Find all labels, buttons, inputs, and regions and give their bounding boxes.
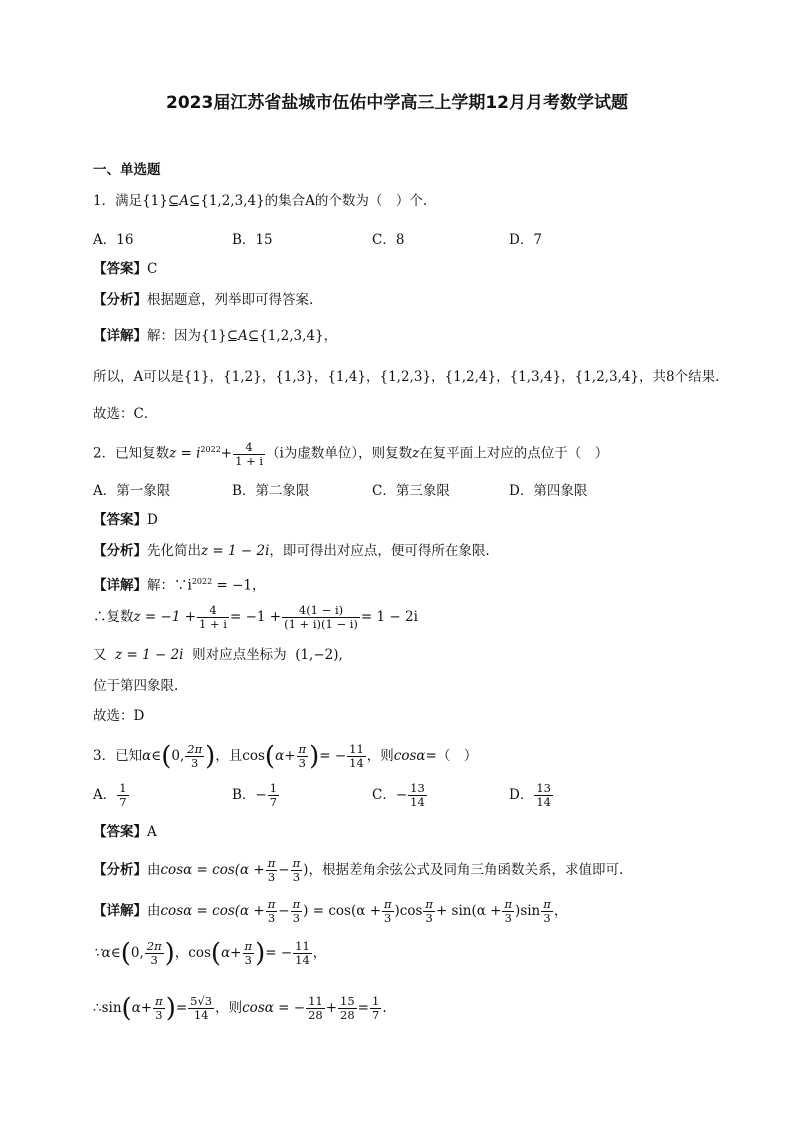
left-paren: ( (120, 938, 131, 969)
q2-option-c: C．第三象限 (372, 483, 450, 499)
q3-pi-frac (266, 857, 278, 884)
frac-num: π (504, 897, 513, 911)
sep: ， (313, 369, 328, 385)
analysis-label: 【分析】 (93, 292, 147, 308)
subset-symbol: ⊆ (188, 193, 201, 209)
frac-num: 15 (340, 994, 355, 1008)
q3-value-frac (347, 743, 366, 770)
right-paren: ) (164, 938, 175, 969)
q2-analysis-prefix: 先化简出 (147, 543, 201, 559)
q3-eq-neg: = − (265, 945, 293, 961)
q3-alpha-plus: α+ (131, 1000, 153, 1016)
q3-sin-value-frac (188, 995, 214, 1022)
q3-analysis-expr: cosα = cos(α + (160, 862, 265, 878)
q3-stem-prefix: 3．已知 (93, 748, 143, 764)
frac-den: 7 (119, 795, 127, 809)
q1-detail (93, 326, 337, 346)
frac-num: π (298, 742, 307, 756)
q3-pi-frac (153, 995, 165, 1022)
frac-num: 13 (410, 781, 425, 795)
comma: ， (312, 945, 327, 961)
q2-exponent: 2022 (200, 445, 221, 454)
frac-num: 4 (233, 441, 265, 455)
q1-set-one: {1} (201, 328, 227, 344)
q2-l2-frac1 (197, 604, 229, 631)
frac-den: 7 (269, 795, 278, 809)
subset-symbol: ⊆ (226, 328, 239, 344)
q1-conclusion: 故选：C． (93, 406, 158, 422)
left-paren: ( (210, 938, 222, 969)
sep: ， (431, 369, 445, 385)
frac-den: 3 (504, 911, 512, 925)
q2-answer (93, 510, 158, 530)
q1-answer-value: C (147, 261, 158, 277)
q1-set-one: {1} (142, 193, 168, 209)
q2-detail (93, 572, 265, 596)
option-letter: D． (509, 787, 534, 803)
q3-detail-prefix: 由 (147, 903, 161, 919)
frac-den: 14 (295, 953, 310, 967)
frac-den: 3 (267, 911, 276, 925)
q3-detail-line3: ∴sin(α+ $\frac{\pi}{3}$ )= $\frac{5√3}{14}$ ，则cosα = − $\frac{11}{28}$ + $\frac{15}{28}$ = $\frac{1}{7}$ . (93, 993, 387, 1024)
q1-enumeration (93, 367, 719, 387)
q3-pi-frac (243, 940, 255, 967)
q2-analysis-suffix: ，即可得出对应点，便可得所在象限. (269, 543, 490, 559)
q1-set-four: {1,2,3,4} (259, 328, 324, 344)
detail-label: 【详解】 (93, 577, 147, 594)
sep: ， (496, 369, 510, 385)
frac-num: 4 (197, 604, 229, 618)
q3-pi-frac (266, 898, 278, 925)
minus-sign: − (278, 903, 290, 919)
q2-l2-mid: = −1 + (229, 609, 282, 625)
q3-detail-expr: ) = cos(α + (303, 903, 381, 919)
frac-num: π (425, 897, 433, 911)
q2-detail-suffix: = −1， (212, 577, 266, 594)
q2-fraction (233, 441, 265, 468)
frac-num: π (292, 897, 301, 911)
comma: ， (174, 945, 189, 961)
subset-symbol: ⊆ (167, 193, 180, 209)
frac-den: 1 + i (235, 453, 264, 468)
q1-set-four: {1,2,3,4} (200, 193, 265, 209)
q1-set-item: {1,3,4} (509, 369, 562, 385)
frac-num: π (267, 897, 276, 911)
q1-set-item: {1} (183, 369, 210, 385)
frac-den: 14 (410, 795, 425, 809)
frac-den: 7 (371, 1008, 380, 1022)
frac-den: 14 (193, 1008, 209, 1022)
plus-sign: + (325, 1000, 338, 1016)
q3-pi-frac (382, 898, 394, 925)
frac (306, 995, 325, 1022)
q3-detail-expr: )sin (515, 903, 541, 919)
q3-l3-expr: cosα = − (242, 1000, 306, 1016)
frac-num: 11 (349, 742, 364, 756)
q3-pi-frac (502, 898, 514, 925)
q1-stem-suffix: 的集合A的个数为（ ）个. (264, 193, 428, 209)
option-frac (268, 782, 279, 809)
frac-den: 28 (308, 1008, 323, 1022)
q1-option-c: C．8 (372, 232, 405, 248)
q3-detail-expr: cosα = cos(α + (160, 903, 265, 919)
frac-num: 11 (295, 939, 310, 953)
frac-num: 4(1 − i) (282, 604, 360, 618)
q3-therefore: ∴sin (93, 1000, 122, 1016)
option-frac (534, 782, 553, 809)
q3-stem (93, 743, 477, 770)
frac-den: 3 (150, 953, 158, 967)
frac-num: 1 (269, 781, 278, 795)
q2-l3-mid: 则对应点坐标为 (192, 647, 287, 663)
q2-stem (93, 440, 608, 468)
frac-num: 5√3 (190, 994, 213, 1008)
q2-answer-value: D (147, 512, 158, 528)
frac-den: 3 (543, 911, 551, 925)
q3-detail-expr: )cos (394, 903, 423, 919)
right-paren: ) (309, 741, 320, 772)
frac-den: 28 (340, 1008, 355, 1022)
frac (370, 995, 381, 1022)
q2-detail-line2 (93, 604, 418, 631)
q3-detail-line2 (93, 940, 326, 967)
q1-option-a: A．16 (93, 232, 134, 248)
q3-answer (93, 822, 157, 842)
frac-num: π (267, 856, 276, 870)
q1-stem-prefix: 1．满足 (93, 193, 143, 209)
frac-den: (1 + i)(1 − i) (284, 617, 358, 631)
frac-num: π (155, 994, 163, 1008)
plus-sign: + (220, 445, 233, 462)
q1-option-b: B．15 (232, 232, 273, 248)
page-title: 2023届江苏省盐城市伍佑中学高三上学期12月月考数学试题 (166, 93, 628, 113)
q3-interval-frac (145, 940, 164, 967)
frac-num: 11 (308, 994, 323, 1008)
q3-pi-frac (423, 898, 435, 925)
left-paren: ( (264, 741, 276, 772)
frac-num: 13 (536, 781, 551, 795)
q1-analysis-text: 根据题意，列举即可得答案. (147, 292, 314, 308)
q3-option-a (93, 782, 130, 809)
q2-option-b: B．第二象限 (232, 483, 310, 499)
sep: ， (561, 369, 575, 385)
q1-set-item: {1,2} (223, 369, 262, 385)
answer-label: 【答案】 (93, 824, 147, 840)
q3-option-b (232, 782, 280, 809)
q3-stem-mid2: ，则 (366, 748, 394, 764)
answer-label: 【答案】 (93, 261, 147, 277)
q3-interval-frac (185, 743, 204, 770)
frac (338, 995, 357, 1022)
right-paren: ) (165, 993, 176, 1024)
minus-sign: − (278, 862, 290, 878)
analysis-label: 【分析】 (93, 543, 147, 559)
q2-option-d: D．第四象限 (509, 483, 588, 499)
subset-symbol: ⊆ (247, 328, 260, 344)
q1-set-item: {1,2,4} (444, 369, 497, 385)
q3-interval-start: 0, (130, 945, 144, 961)
analysis-label: 【分析】 (93, 862, 147, 878)
q1-enum-prefix: 所以，A可以是 (93, 369, 184, 385)
q3-l3-then: ，则 (215, 1000, 243, 1016)
frac-den: 3 (292, 870, 301, 884)
q2-l3-point: (1,−2), (295, 647, 343, 663)
q2-stem-mid: （i为虚数单位），则复数 (266, 445, 413, 462)
frac-den: 14 (536, 795, 551, 809)
frac-num: 1 (371, 994, 380, 1008)
frac-den: 14 (349, 756, 364, 770)
frac-num: π (543, 897, 551, 911)
q3-analysis (93, 857, 623, 884)
q2-option-a: A．第一象限 (93, 483, 171, 499)
q2-conclusion: 故选：D (93, 708, 145, 724)
q2-z-expr: z = i (169, 445, 201, 462)
frac-num: 2π (187, 742, 203, 756)
option-sign: − (395, 787, 408, 803)
q1-enum-suffix: ，共8个结果. (639, 369, 720, 385)
q3-answer-value: A (147, 824, 157, 840)
right-paren: ) (205, 741, 216, 772)
detail-label: 【详解】 (93, 328, 147, 344)
close-paren: ) (303, 862, 309, 878)
q1-set-item: {1,2,3,4} (574, 369, 640, 385)
frac-num: 1 (119, 781, 127, 795)
option-sign: − (255, 787, 267, 803)
option-frac (117, 782, 128, 809)
q2-stem-suffix: 在复平面上对应的点位于（ ） (419, 445, 609, 462)
q3-pi-frac (291, 857, 303, 884)
q3-value-frac (293, 940, 312, 967)
q3-pi-frac (297, 743, 309, 770)
comma: ， (553, 903, 568, 919)
q3-stem-suffix: =（ ） (425, 748, 478, 764)
q3-pi-frac (291, 898, 303, 925)
sep: ， (209, 369, 224, 385)
q3-alpha-plus: α+ (275, 748, 296, 764)
q1-set-item: {1,3} (275, 369, 314, 385)
q3-stem-mid: ，且 (215, 748, 243, 764)
q2-l3-prefix: 又 (93, 647, 107, 663)
frac-den: 3 (191, 756, 199, 770)
q3-option-c (372, 782, 428, 809)
left-paren: ( (121, 993, 132, 1024)
option-letter: C． (372, 787, 396, 803)
q2-stem-prefix: 2．已知复数 (93, 445, 170, 462)
q1-set-item: {1,2,3} (379, 369, 432, 385)
section-heading: 一、单选题 (93, 162, 161, 178)
right-paren: ) (255, 938, 266, 969)
q1-stem (93, 191, 427, 211)
q3-pi-frac (541, 898, 553, 925)
q2-analysis-expr: z = 1 − 2i (201, 543, 270, 559)
q3-analysis-suffix: ，根据差角余弦公式及同角三角函数关系，求值即可. (308, 862, 624, 878)
frac-den: 3 (298, 756, 306, 770)
q1-var-a: A (179, 193, 189, 209)
q3-detail (93, 898, 567, 925)
frac-den: 1 + i (199, 617, 227, 631)
q3-cos-alpha: cosα (393, 748, 426, 764)
answer-label: 【答案】 (93, 512, 147, 528)
frac-den: 3 (267, 870, 276, 884)
frac-den: 3 (292, 911, 301, 925)
q3-detail-expr: + sin(α + (435, 903, 502, 919)
q2-detail-exponent: 2022 (191, 577, 213, 586)
q3-alpha-plus: α+ (221, 945, 242, 961)
frac-den: 3 (425, 911, 433, 925)
q3-option-d (509, 782, 554, 809)
q2-l2-frac2 (282, 604, 360, 631)
q1-var-a: A (238, 328, 248, 344)
q3-alpha-in: α∈ (142, 748, 162, 764)
q1-answer (93, 259, 157, 279)
frac-num: 2π (146, 939, 162, 953)
q2-var-z: z (412, 445, 420, 462)
left-paren: ( (161, 741, 172, 772)
option-letter: B． (232, 787, 256, 803)
detail-label: 【详解】 (93, 903, 147, 919)
frac-num: π (244, 939, 253, 953)
frac-den: 3 (384, 911, 392, 925)
option-letter: A． (93, 787, 117, 803)
q3-cos: cos (242, 748, 265, 764)
sep: ， (366, 369, 380, 385)
q1-analysis (93, 290, 313, 310)
sep: ， (261, 369, 276, 385)
q3-interval-start: 0, (171, 748, 185, 764)
q1-set-item: {1,4} (327, 369, 366, 385)
frac-den: 3 (155, 1008, 163, 1022)
q2-l2-result: = 1 − 2i (360, 609, 418, 625)
q2-detail-line4: 位于第四象限. (93, 678, 179, 694)
option-frac (408, 782, 427, 809)
q2-l2-expr: z = −1 + (133, 609, 197, 625)
q3-cos: cos (188, 945, 211, 961)
frac-num: π (292, 856, 301, 870)
q2-l3-expr: z = 1 − 2i (115, 647, 184, 663)
q2-analysis (93, 541, 490, 561)
q3-analysis-prefix: 由 (147, 862, 161, 878)
frac-den: 3 (244, 953, 252, 967)
equals-sign: = (357, 1000, 369, 1016)
q1-option-d: D．7 (509, 232, 542, 248)
q2-detail-prefix: 解：∵i (147, 577, 192, 594)
q1-detail-suffix: ， (323, 328, 338, 344)
q3-eq-neg: = − (319, 748, 347, 764)
q1-detail-prefix: 解：因为 (147, 328, 201, 344)
q2-detail-line3 (93, 645, 343, 665)
q3-because: ∵α∈ (93, 945, 121, 961)
q2-l2-prefix: ∴复数 (93, 609, 134, 625)
period: . (382, 1000, 387, 1016)
frac-num: π (383, 897, 392, 911)
